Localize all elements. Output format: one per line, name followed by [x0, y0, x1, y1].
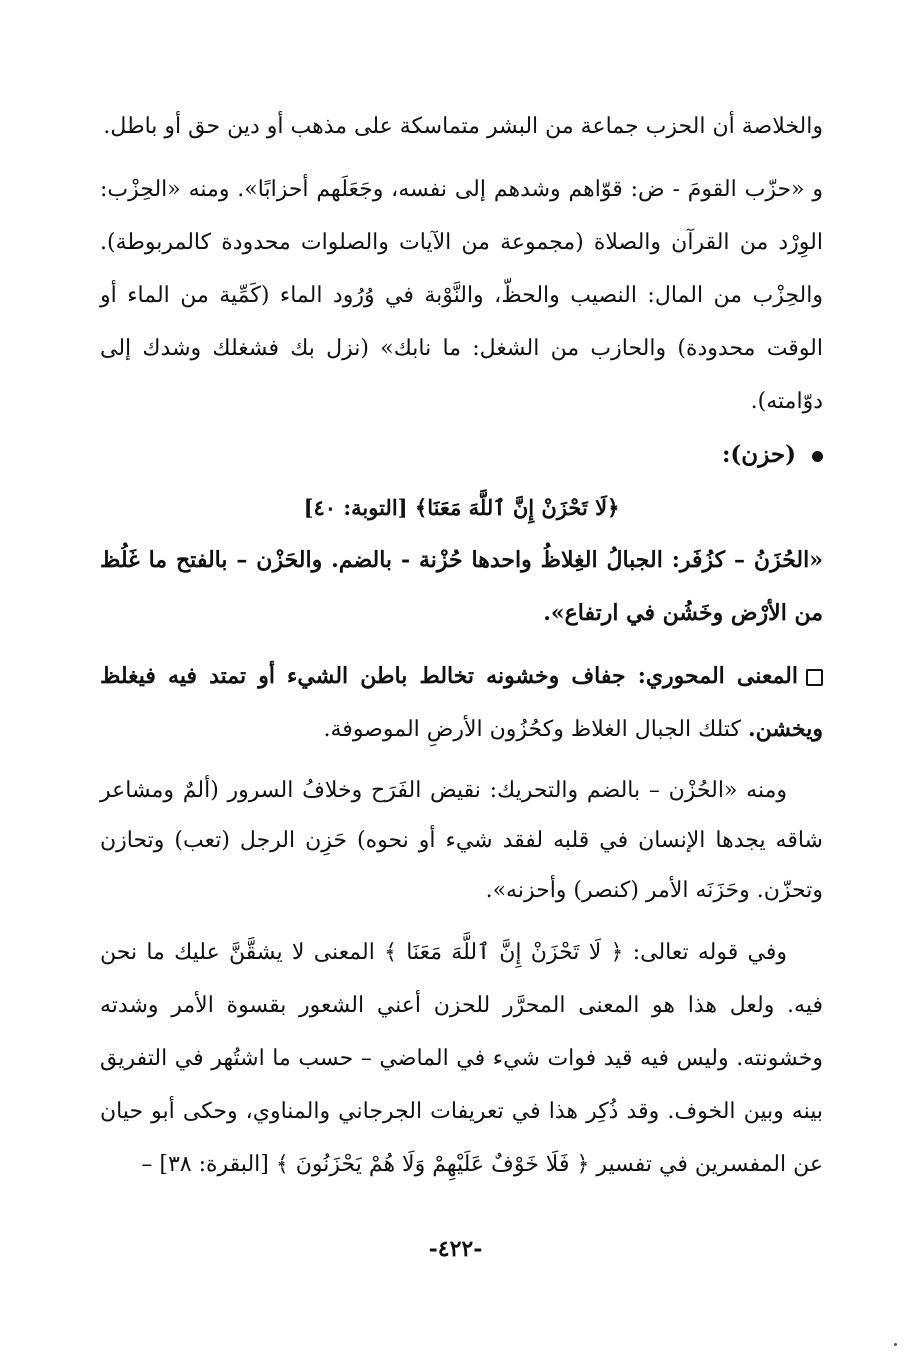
paragraph-conclusion: والخلاصة أن الحزب جماعة من البشر متماسكة على مذهب أو دين حق أو باطل. — [103, 114, 823, 139]
entry-heading-text: (حزن): — [721, 441, 796, 468]
core-meaning-tail: كتلك الجبال الغلاظ وكحُزُون الأرضِ الموصوفة. — [323, 717, 749, 742]
paragraph-huzn-meaning: ومنه «الحُزْن – بالضم والتحريك: نقيض الفَرَح وخلافُ السرور (ألمٌ ومشاعر شاقه يجدها الإنسان في قلبه لفقد شيء أو نحوه) حَزِن الرجل (تعب) وتحازن وتحزّن. وحَزَنَه الأمر (كنصر) وأحزنه». — [100, 778, 823, 903]
paragraph-hizb-meanings: و «حزّب القومَ - ض: قوّاهم وشدهم إلى نفسه، وجَعَلَهم أحزابًا». ومنه «الحِزْب: الوِرْد من القرآن والصلاة (مجموعة من الآيات والصلوات محدودة كالمربوطة). والحِزْب من المال: النصيب والحظّ، والنَّوْبة في وُرُود الماء (كَمِّية من الماء أو الوقت محدودة) والحازب من الشغل: ما نابك» (نزل بك فشغلك وشدك إلى دوّامته). — [100, 177, 823, 414]
paragraph-core-meaning — [100, 650, 823, 756]
page-number: -٤٢٢- — [428, 1236, 483, 1262]
paragraph-definition: «الحُزَنُ – كزُفَر: الجبالُ الغِلاظُ واحدها حُزْنة - بالضم. والحَزْن – بالفتح ما غَلُظ من الأرْض وخَشُن في ارتفاع». — [100, 547, 823, 626]
page-body — [100, 100, 823, 1191]
core-meaning-text: المعنى المحوري: جفاف وخشونه تخالط باطن الشيء أو تمتد فيه فيغلظ ويخشن. — [100, 663, 823, 742]
checkbox-icon — [806, 669, 823, 686]
entry-heading — [100, 428, 823, 481]
bullet-icon — [812, 451, 823, 462]
paragraph-quranic-usage: وفي قوله تعالى: ﴿ لَا تَحْزَنْ إِنَّ ٱللَّهَ مَعَنَا ﴾ المعنى لا يشقَّنَّ عليك ما نحن فيه. ولعل هذا هو المعنى المحرَّر للحزن أعني الشعور بقسوة الأمر وشدته وخشونته. وليس فيه قيد فوات شيء في الماضي – حسب ما اشتُهر في التفريق بينه وبين الخوف. وقد ذُكِر هذا في تعريفات الجرجاني والمناوي، وحكى أبو حيان عن المفسرين في تفسير ﴿ فَلَا خَوْفٌ عَلَيْهِمْ وَلَا هُمْ يَحْزَنُونَ ﴾ [البقرة: ٣٨] – — [100, 940, 823, 1177]
corner-dot — [894, 1343, 897, 1346]
verse-reference: ﴿لَا تَحْزَنْ إِنَّ ٱللَّهَ مَعَنَا﴾ [التوبة: ٤٠] — [303, 495, 620, 520]
